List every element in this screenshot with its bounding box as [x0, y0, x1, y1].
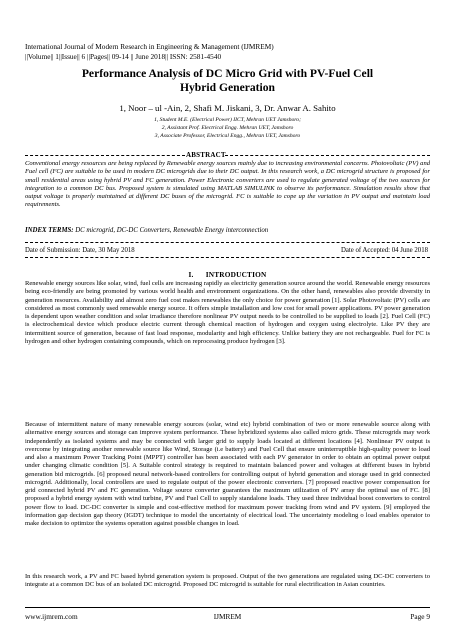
footer-rule — [25, 607, 430, 608]
submission-date: Date of Submission: Date, 30 May 2018 — [25, 247, 135, 254]
intro-paragraph-2: Because of intermittent nature of many renewable energy sources (solar, wind etc) hybrid combination of two or more renewable source along with alternative energy sources and storage can improve system performance. These hybridized systems also called micro grids. These microgrids may work independently as isolated systems and may be connected with larger grid to supply loads located at different locations [4]. Nonlinear PV output is overcome by integrating another renewable source like Wind, Storage (i.e battery) and Fuel Cell that ensure uninterruptible high-quality power to load and also a maximum Power Tracking Point (MPPT) controller has been associated with each PV generator in order to obtain an optimal power output under changing climatic condition [5]. A Suitable control strategy is required to maintain balanced power and voltages at different buses in hybrid generation bid microgrids. [6] proposed neural network-based controllers for controlling output of hybrid generation and storage used in grid connected microgrid. Additionally, local controllers are used to regulate output of the power electronic converters. [7] proposed reactive power compensation for grid connected hybrid PV and FC generation. Voltage source converter guarantees the maximum utilization of PV array the optimal use of FC. [8] proposed a hybrid energy system with wind turbine, PV and Fuel Cell to supply standalone loads. They used three individual boost converters to control power flow to load. DC-DC converter is simple and cost-effective method for maximum power tracking from wind and PV system. [9] employed the information gap decision gap theory (IGDT) technique to model the uncertainty of electrical load. The uncertainty modeling o load enables operator to make decision to optimize the systems operation against possible changes in load. — [25, 421, 430, 527]
affiliation-3: 3, Associate Professor, Electrical Engg., Mehran UET, Jamshoro — [154, 132, 301, 139]
footer-page-number: Page 9 — [410, 612, 430, 621]
abstract-heading-row — [25, 151, 430, 160]
divider-top — [25, 242, 430, 243]
abstract-text: Conventional energy resources are being replaced by Renewable energy sources mainly due to increasing environmental concerns. Photovoltaic (PV) and Fuel cell (FC) are suitable to be used in modern DC microgrids due to their DC output. In this research work, a DC microgrid structure is proposed for small residential areas using hybrid PV and FC generation. Power Electronic converters are used to regulate generated voltage of the two sources for integration to a common DC bus. Proposed system is simulated using MATLAB SIMULINK to observe its performance. Simulation results show that output voltage is properly maintained at different DC buses of the microgrid. FC is suitable to cope up the variation in PV output and maintain load requirements. — [25, 160, 430, 209]
abstract-heading: ABSTRACT — [186, 151, 226, 159]
divider-bottom — [25, 257, 430, 258]
affiliation-1: 1, Student M.E. (Electrical Power) IICT, Mehran UET Jamshoro; — [154, 117, 301, 123]
affiliations — [25, 117, 430, 140]
abstract-right-rule — [225, 155, 430, 156]
dates-row — [25, 246, 430, 255]
acceptance-date: Date of Accepted: 04 June 2018 — [340, 247, 428, 254]
affiliation-2: 2, Assistant Prof. Electrical Engg. Mehran UET, Jamshoro — [161, 124, 294, 131]
section-heading: I. INTRODUCTION — [188, 270, 267, 279]
index-terms-text: DC microgrid, DC-DC Converters, Renewable Energy interconnection — [73, 227, 269, 234]
abstract-left-rule — [25, 155, 185, 156]
journal-issue-info: ||Volume|| 1||Issue|| 6 ||Pages|| 09-14 || June 2018|| ISSN: 2581-4540 — [25, 52, 222, 61]
title-line-2: Hybrid Generation — [179, 81, 275, 94]
footer-website: www.ijmrem.com — [25, 612, 78, 621]
intro-paragraph-3: In this research work, a PV and FC based hybrid generation system is proposed. Output of the two generations are regulated using DC-DC converters to integrate at a common DC bus of an isolated DC microgrid. Proposed DC microgrid is suitable for rural electrification in Asian countries. — [25, 573, 430, 589]
page-footer — [25, 612, 430, 622]
index-terms-label: INDEX TERMS: — [25, 227, 74, 234]
journal-header — [25, 42, 430, 62]
paper-title — [25, 67, 430, 95]
index-terms — [25, 226, 430, 235]
footer-journal: IJMREM — [213, 612, 242, 621]
paper-page — [25, 0, 430, 640]
intro-paragraph-1: Renewable energy sources like solar, wind, fuel cells are increasing rapidly as electricity generation source around the world. Renewable energy resources being eco-friendly are being promoted by various world health and environment organizations. On the other hand, renewables also provide diversity in generation resources. Availability and almost zero fuel cost makes renewables the only choice for power generation [1]. Solar Photovoltaic (PV) cells are considered as most commonly used renewable energy source. It offers simple installation and low cost for small power applications. PV power generation is dependent upon weather condition and solar irradiance therefore nonlinear PV output needs to be controlled to be supplied to loads [2]. Fuel Cell (FC) is electrochemical device which produce electric current through chemical reaction of hydrogen and oxygen using electrolyte. Like PV they are intermittent source of generation, because of fast load response, modularity and high efficiency. Unlike battery they are not rechargeable. Fuel for FC is hydrogen and other hydrogen containing compounds, which on reprocessing produce hydrogen [3]. — [25, 280, 430, 345]
title-line-1: Performance Analysis of DC Micro Grid with PV-Fuel Cell — [81, 67, 374, 80]
author-list: 1, Noor – ul -Ain, 2, Shafi M. Jiskani, 3, Dr. Anwar A. Sahito — [119, 103, 336, 113]
journal-name: International Journal of Modern Research in Engineering & Management (IJMREM) — [25, 42, 274, 51]
